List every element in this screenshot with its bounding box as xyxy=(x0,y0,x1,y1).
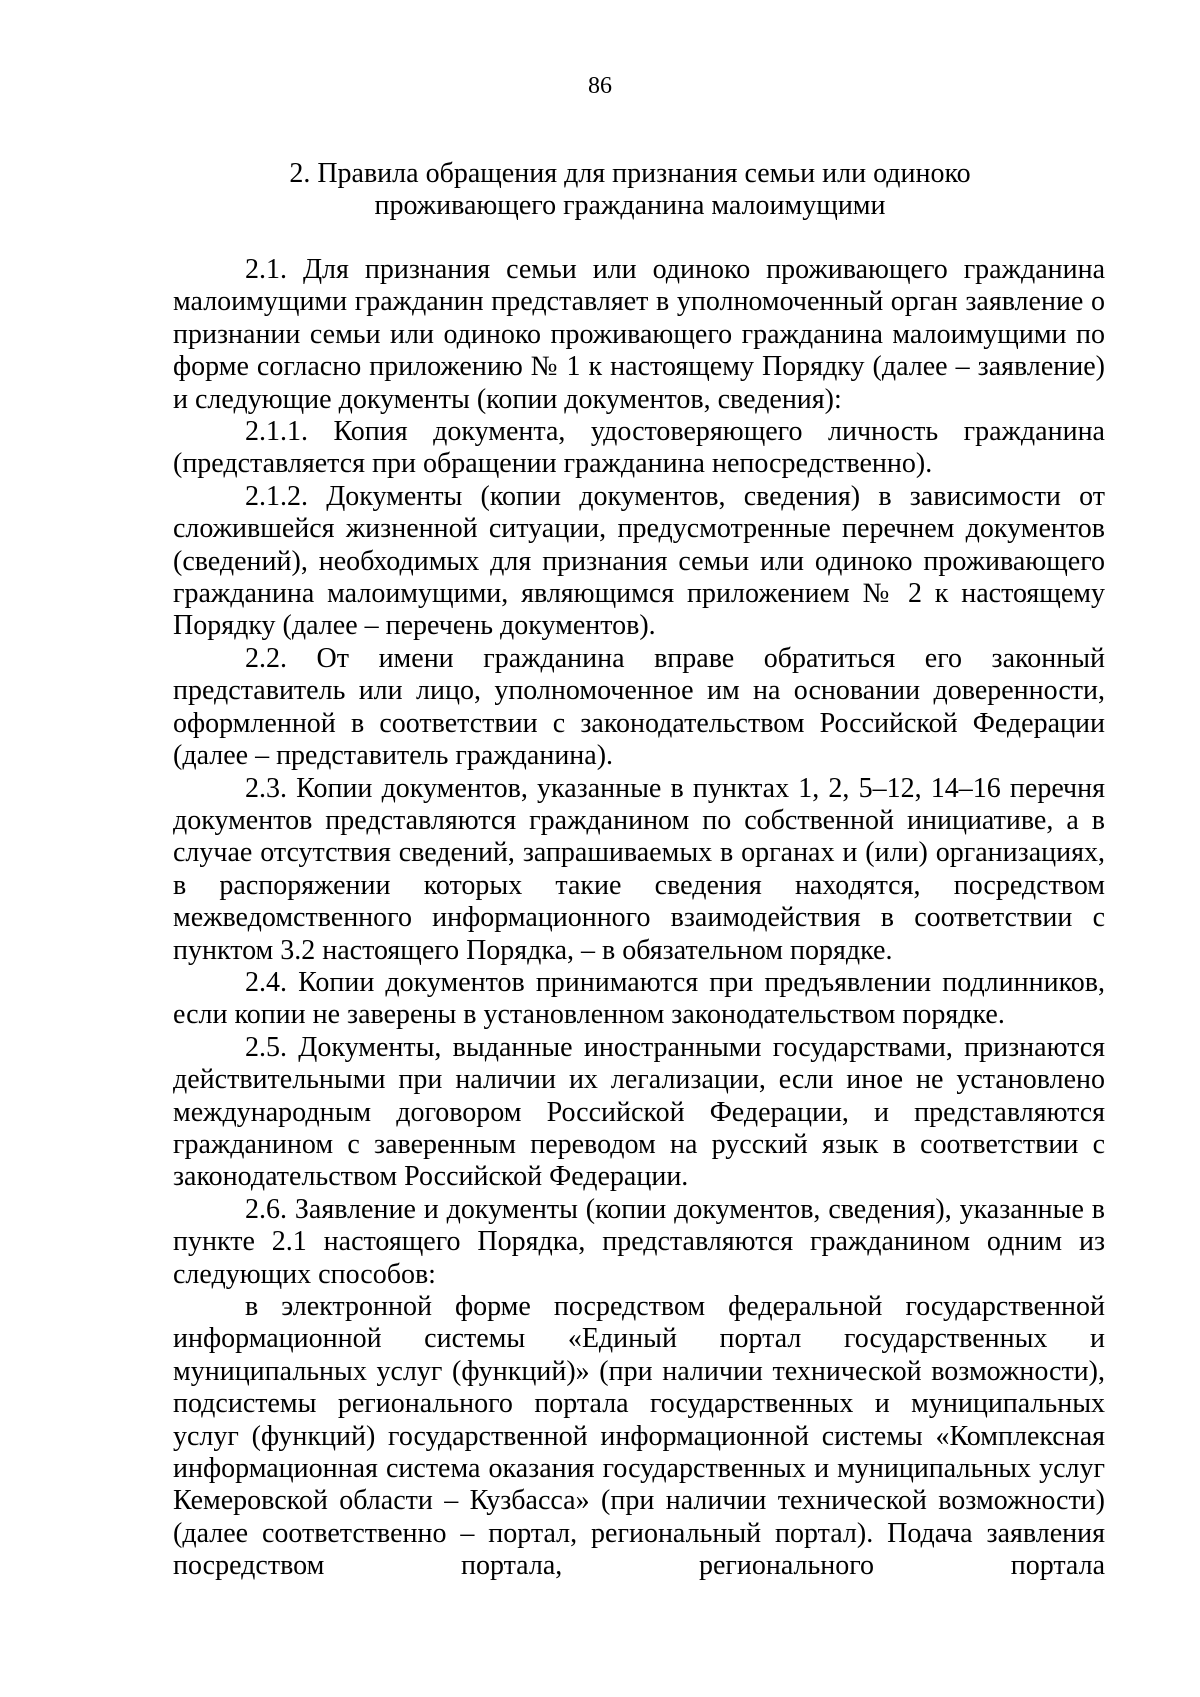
document-body xyxy=(173,254,1105,1583)
paragraph-electronic-form: в электронной форме посредством федеральной государственной информационной системы «Единый портал государственных и муниципальных услуг (функций)» (при наличии технической возможности), подсистемы регионального портала государственных и муниципальных услуг (функций) государственной информационной системы «Комплексная информационная система оказания государственных и муниципальных услуг Кемеровской области – Кузбасса» (при наличии технической возможности) (далее соответственно – портал, региональный портал). Подача заявления посредством портала, регионального портала xyxy=(173,1291,1105,1582)
paragraph-2-6: 2.6. Заявление и документы (копии документов, сведения), указанные в пункте 2.1 настоящего Порядка, представляются гражданином одним из следующих способов: xyxy=(173,1193,1105,1290)
paragraph-2-4: 2.4. Копии документов принимаются при предъявлении подлинников, если копии не заверены в установленном законодательством порядке. xyxy=(173,966,1105,1031)
section-heading-line-1: 2. Правила обращения для признания семьи или одиноко xyxy=(289,158,971,189)
paragraph-2-1-2: 2.1.2. Документы (копии документов, сведения) в зависимости от сложившейся жизненной ситуации, предусмотренные перечнем документов (сведений), необходимых для признания семьи или одиноко проживающего гражданина малоимущими, являющимся приложением № 2 к настоящему Порядку (далее – перечень документов). xyxy=(173,480,1105,642)
paragraph-2-5: 2.5. Документы, выданные иностранными государствами, признаются действительными при наличии их легализации, если иное не установлено международным договором Российской Федерации, и представляются гражданином с заверенным переводом на русский язык в соответствии с законодательством Российской Федерации. xyxy=(173,1031,1105,1193)
section-heading-line-2: проживающего гражданина малоимущими xyxy=(374,190,886,221)
paragraph-2-1: 2.1. Для признания семьи или одиноко проживающего гражданина малоимущими гражданин представляет в уполномоченный орган заявление о признании семьи или одиноко проживающего гражданина малоимущими по форме согласно приложению № 1 к настоящему Порядку (далее – заявление) и следующие документы (копии документов, сведения): xyxy=(173,254,1105,415)
page-number: 86 xyxy=(588,73,612,99)
paragraph-2-3: 2.3. Копии документов, указанные в пунктах 1, 2, 5–12, 14–16 перечня документов представляются гражданином по собственной инициативе, а в случае отсутствия сведений, запрашиваемых в органах и (или) организациях, в распоряжении которых такие сведения находятся, посредством межведомственного информационного взаимодействия в соответствии с пунктом 3.2 настоящего Порядка, – в обязательном порядке. xyxy=(173,772,1105,966)
paragraph-2-1-1: 2.1.1. Копия документа, удостоверяющего личность гражданина (представляется при обращении гражданина непосредственно). xyxy=(173,416,1105,480)
section-heading xyxy=(230,158,1030,222)
paragraph-2-2: 2.2. От имени гражданина вправе обратиться его законный представитель или лицо, уполномоченное им на основании доверенности, оформленной в соответствии с законодательством Российской Федерации (далее – представитель гражданина). xyxy=(173,642,1105,772)
